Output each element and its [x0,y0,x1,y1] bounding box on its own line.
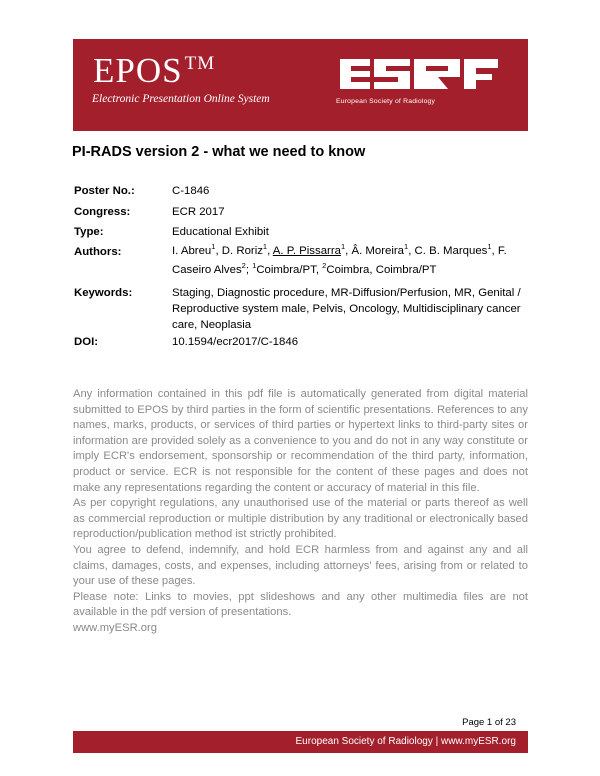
type-value: Educational Exhibit [172,226,269,238]
author: Â. Moreira [351,245,405,257]
author: C. B. Marques [414,245,488,257]
footer-text: European Society of Radiology | www.myESR.org [295,736,516,747]
footer-bar [73,731,528,753]
congress-label: Congress: [74,206,131,218]
website-link[interactable]: www.myESR.org [73,621,157,634]
poster-value: C-1846 [172,185,210,197]
authors-value: I. Abreu$^1$, D. Roriz$^1$, A. P. Pissarra$^1$, Â. Moreira$^1$, C. B. Marques$^1$, F. Caseiro Alves$^2$; $^1$Coimbra/PT, $^2$Coimbra, Coimbra/PT [172,242,507,276]
author: F. Caseiro Alves [172,245,507,276]
poster-label: Poster No.: [74,185,135,197]
trademark: TM [184,53,216,74]
epos-logo [93,53,215,88]
disclaimer-paragraph: Any information contained in this pdf file is automatically generated from digital material submitted to EPOS by third parties in the form of scientific presentations. References to any names, marks, products, or services of third parties or hypertext links to third-party sites or information are provided solely as a convenience to you and do not in any way constitute or imply ECR's endorsement, sponsorship or recommendation of the third party, information, product or service. ECR is not responsible for the content of these pages and does not make any representations regarding the content or accuracy of material in this file. [73,388,528,494]
disclaimer-paragraph: You agree to defend, indemnify, and hold ECR harmless from and against any and all claims, damages, costs, and expenses, including attorneys' fees, arising from or related to your use of these pages. [73,543,528,588]
authors-label: Authors: [74,246,122,258]
epos-brand: EPOS [93,51,183,90]
esr-logo [340,59,498,89]
author: D. Roriz [221,245,263,257]
doi-label: DOI: [74,336,99,348]
disclaimer-paragraph: As per copyright regulations, any unauthorised use of the material or parts thereof as well as commercial reproduction or multiple distribution by any traditional or electronically based reproduction/publication method ist strictly prohibited. [73,497,528,541]
society-name: European Society of Radiology [336,98,436,105]
doi-value: 10.1594/ecr2017/C-1846 [172,336,299,348]
congress-value: ECR 2017 [172,206,225,218]
affiliation-1: Coimbra/PT [256,264,316,276]
header-banner [73,39,528,131]
presenting-author: A. P. Pissarra [272,245,341,257]
disclaimer [73,387,528,637]
affiliation-2: Coimbra, Coimbra/PT [326,264,437,276]
keywords-value: Staging, Diagnostic procedure, MR-Diffusion/Perfusion, MR, Genital / Reproductive system male, Pelvis, Oncology, Multidisciplinary cancer care, Neoplasia [172,287,521,331]
page-number: Page 1 of 23 [462,717,516,728]
poster-title: PI-RADS version 2 - what we need to know [72,144,366,160]
author: I. Abreu [172,245,212,257]
type-label: Type: [74,226,104,238]
disclaimer-paragraph: Please note: Links to movies, ppt slideshows and any other multimedia files are not available in the pdf version of presentations. [73,590,528,619]
keywords-label: Keywords: [74,287,133,299]
epos-subtitle: Electronic Presentation Online System [92,93,270,105]
